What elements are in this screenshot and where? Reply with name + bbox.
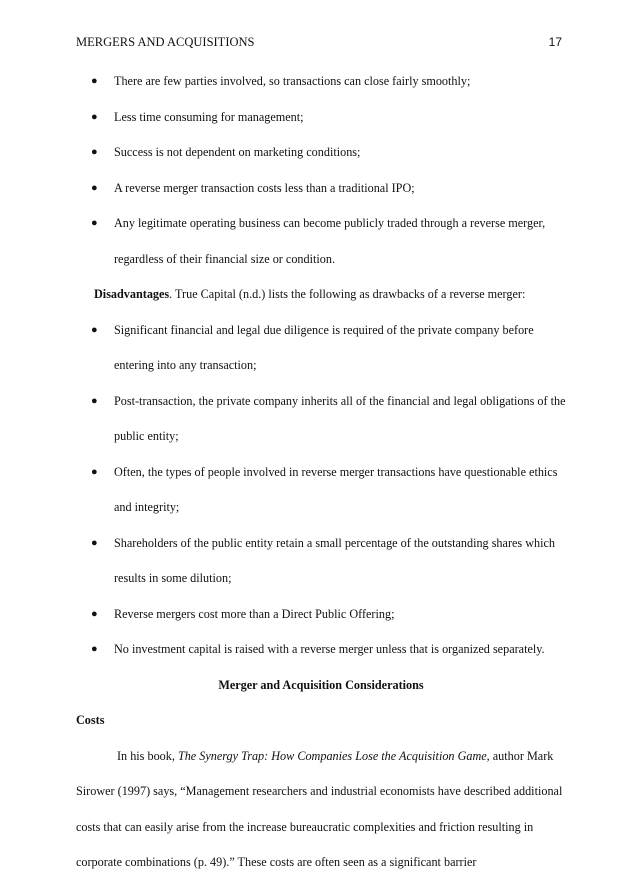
bullet-icon: ● <box>91 607 98 620</box>
bullet-icon: ● <box>91 146 98 158</box>
advantage-item: ● Any legitimate operating business can become publicly traded through a reverse merger, regardless of their financial size or condition. <box>76 206 566 277</box>
bullet-icon: ● <box>91 323 98 336</box>
disadvantage-item: ● Significant financial and legal due diligence is required of the private company before entering into any transaction; <box>76 313 566 384</box>
advantage-item: ● Less time consuming for management; <box>76 100 566 136</box>
bullet-icon: ● <box>91 110 98 123</box>
bullet-icon: ● <box>91 465 98 478</box>
running-header <box>76 35 562 53</box>
disadvantage-item: ● No investment capital is raised with a reverse merger unless that is organized separately. <box>76 632 566 668</box>
header-title: MERGERS AND ACQUISITIONS <box>76 35 255 49</box>
advantage-item: ● There are few parties involved, so transactions can close fairly smoothly; <box>76 64 566 100</box>
advantage-item: ● Success is not dependent on marketing conditions; <box>76 135 566 171</box>
bullet-icon: ● <box>91 536 98 549</box>
advantage-item: ● A reverse merger transaction costs less than a traditional IPO; <box>76 171 566 207</box>
bullet-icon: ● <box>91 181 98 194</box>
disadvantage-item: ● Post-transaction, the private company inherits all of the financial and legal obligations of the public entity; <box>76 384 566 455</box>
costs-heading: Costs <box>76 713 105 727</box>
disadvantages-paragraph: Disadvantages. True Capital (n.d.) lists the following as drawbacks of a reverse merger: <box>94 287 526 301</box>
bullet-icon: ● <box>91 394 98 407</box>
document-body <box>76 64 566 881</box>
disadvantage-item: ● Reverse mergers cost more than a Direct Public Offering; <box>76 597 566 633</box>
disadvantage-item: ● Often, the types of people involved in reverse merger transactions have questionable ethics and integrity; <box>76 455 566 526</box>
bullet-icon: ● <box>91 643 98 655</box>
bullet-icon: ● <box>91 217 98 229</box>
bullet-icon: ● <box>91 75 98 87</box>
costs-paragraph: In his book, The Synergy Trap: How Companies Lose the Acquisition Game, author Mark Sirower (1997) says, “Management researchers and industrial economists have described additional costs that can easily arise from the increase bureaucratic complexities and friction resulting in corporate combinations (p. 49).” These costs are often seen as a significant barrier <box>76 748 563 869</box>
disadvantage-item: ● Shareholders of the public entity retain a small percentage of the outstanding shares which results in some dilution; <box>76 526 566 597</box>
book-title: The Synergy Trap: How Companies Lose the Acquisition Game, <box>177 748 490 763</box>
section-heading: Merger and Acquisition Considerations <box>218 677 424 692</box>
page-number: 17 <box>548 35 562 49</box>
disadvantages-heading: Disadvantages <box>94 287 170 301</box>
